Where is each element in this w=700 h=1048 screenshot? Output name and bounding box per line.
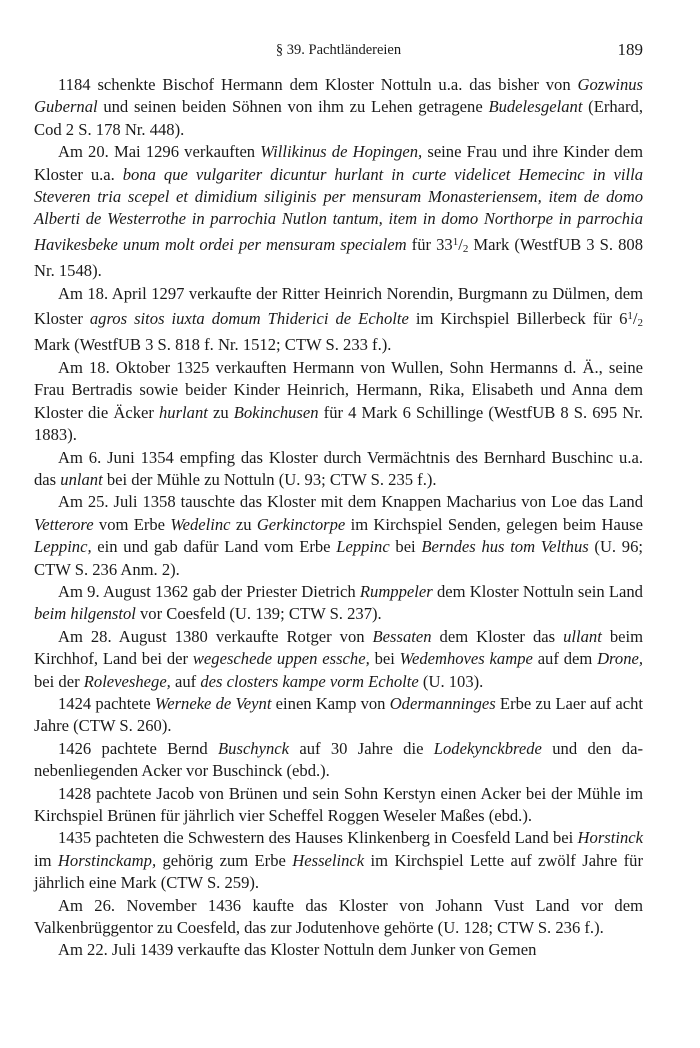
- paragraph: [34, 491, 643, 581]
- italic-term: Berndes hus tom Velthus: [421, 537, 589, 557]
- text-run: auf 30 Jahre die: [289, 738, 434, 758]
- text-run: dem Kloster das: [431, 626, 564, 646]
- paragraph: [34, 447, 643, 492]
- italic-term: Hesselinck: [292, 850, 365, 870]
- text-run: im: [34, 850, 58, 870]
- text-run: Mark (WestfUB 3 S. 808 Nr. 1548).: [34, 234, 643, 281]
- italic-term: Bokinchusen: [233, 402, 319, 422]
- text-run: auf: [170, 671, 201, 691]
- text-run: im Kirchspiel Senden, gelegen beim Hause: [345, 514, 643, 534]
- italic-term: Odermanninges: [389, 693, 496, 713]
- fraction-denominator: 2: [462, 242, 469, 255]
- text-run: und den danebenliegenden Acker vor Buschinck (ebd.).: [34, 738, 643, 781]
- italic-term: bona que vulgariter dicuntur hurlant in curte videlicet Hemecinc in villa Steveren tria scepel et dimidium siliginis per mensuram Monasteriensem, item de domo Alberti de Westerrothe in parrochia Nutlon tantum, item in domo Northorpe in parrochia Havikesbeke unum molt ordei per mensuram specialem: [34, 164, 643, 254]
- text-run: ein und gab dafür Land vom Erbe: [91, 537, 337, 557]
- italic-term: unlant: [60, 469, 103, 489]
- text-run: Am 26. November 1436 kaufte das Kloster von Johann Vust Land vor dem Valkenbrüggentor zu Coesfeld, das zur Jodutenhove gehörte (U. 128; CTW S. 236 f.).: [34, 895, 643, 938]
- italic-term: Wedelinc: [170, 514, 231, 534]
- text-run: Mark (WestfUB 3 S. 818 f. Nr. 1512; CTW S. 233 f.).: [34, 335, 392, 355]
- italic-term: Horstinck: [577, 828, 643, 848]
- italic-term: Roleveshege,: [83, 671, 171, 691]
- italic-term: Bessaten: [372, 626, 432, 646]
- text-run: 1426 pachtete Bernd: [58, 738, 219, 758]
- text-run: seine Frau und ihre Kinder dem Kloster u.a.: [34, 142, 643, 184]
- italic-term: Gozwinus Gubernal: [34, 75, 643, 117]
- paragraph: [34, 693, 643, 738]
- fraction-numerator: 1: [452, 235, 459, 248]
- paragraph: [34, 895, 643, 940]
- text-run: und seinen beiden Söhnen von ihm zu Lehen getragene: [97, 97, 489, 117]
- text-run: Am 22. Juli 1439 verkaufte das Kloster Nottuln dem Junker von Gemen: [58, 940, 537, 960]
- fraction-denominator: 2: [637, 317, 643, 330]
- text-run: 1424 pachtete: [58, 693, 155, 713]
- page-header: [34, 40, 643, 62]
- text-run: Am 28. August 1380 verkaufte Rotger von: [58, 626, 373, 646]
- italic-term: hurlant: [159, 402, 208, 422]
- text-run: vor Coesfeld (U. 139; CTW S. 237).: [135, 604, 382, 624]
- italic-term: des closters kampe vorm Echolte: [200, 671, 419, 691]
- text-run: 1435 pachteten die Schwestern des Hauses Klinkenberg in Coesfeld Land bei: [58, 828, 578, 848]
- italic-term: ullant: [563, 626, 602, 646]
- paragraph: [34, 827, 643, 894]
- paragraph: [34, 783, 643, 828]
- text-run: dem Kloster Nottuln sein Land: [432, 581, 643, 601]
- italic-term: Vetterore: [34, 514, 94, 534]
- italic-term: Leppinc: [336, 537, 390, 557]
- text-run: 1184 schenkte Bischof Hermann dem Kloster Nottuln u.a. das bisher von: [58, 75, 578, 94]
- paragraph: [34, 74, 643, 141]
- text-run: beim Kirchhof, Land bei der: [34, 626, 644, 669]
- page-number: 189: [617, 40, 643, 59]
- italic-term: Gerkinctorpe: [256, 514, 346, 534]
- text-run: Am 9. August 1362 gab der Priester Dietrich: [58, 581, 360, 601]
- paragraph: [34, 283, 643, 357]
- text-run: (Erhard, Cod 2 S. 178 Nr. 448).: [34, 97, 643, 139]
- italic-term: Drone,: [597, 649, 644, 669]
- text-run: im Kirchspiel Lette auf zwölf Jahre für jährlich eine Mark (CTW S. 259).: [34, 850, 643, 893]
- italic-term: Budelesgelant: [488, 97, 583, 117]
- text-run: auf dem: [532, 649, 598, 669]
- italic-term: Lodekynckbrede: [433, 738, 542, 758]
- paragraph: [34, 357, 643, 447]
- text-run: bei der: [34, 671, 84, 691]
- text-run: /: [458, 234, 463, 254]
- text-run: Am 20. Mai 1296 verkauften: [58, 142, 261, 162]
- text-run: vom Erbe: [93, 514, 171, 534]
- fraction-numerator: 1: [627, 310, 633, 323]
- italic-term: Rumppeler: [359, 581, 433, 601]
- text-run: Am 18. Oktober 1325 verkauften Hermann von Wullen, Sohn Hermanns d. Ä., seine Frau Bertradis sowie beider Kinder Heinrich, Hermann, Rika, Elisabeth und Anna dem Kloster die Äcker: [34, 357, 643, 422]
- paragraph: [34, 939, 643, 961]
- italic-term: Horstinckamp,: [57, 850, 157, 870]
- text-run: 1428 pachtete Jacob von Brünen und sein Sohn Kerstyn einen Acker bei der Mühle im Kirchspiel Brünen für jährlich vier Scheffel Roggen Weseler Maßes (ebd.).: [34, 783, 643, 825]
- body-text: [34, 74, 643, 962]
- text-run: für 4 Mark 6 Schillinge (WestfUB 8 S. 695 Nr. 1883).: [34, 402, 644, 445]
- italic-term: Leppinc,: [34, 537, 92, 557]
- text-run: (U. 103).: [418, 671, 484, 691]
- running-title: § 39. Pachtländereien: [275, 42, 402, 58]
- italic-term: Wedemhoves kampe: [399, 649, 533, 669]
- text-run: Am 18. April 1297 verkaufte der Ritter Heinrich Norendin, Burgmann zu Dülmen, dem Kloster: [34, 283, 643, 329]
- paragraph: [34, 581, 643, 626]
- italic-term: Willikinus de Hopingen,: [260, 142, 423, 162]
- text-run: zu: [207, 402, 234, 422]
- text-run: Am 25. Juli 1358 tauschte das Kloster mit dem Knappen Macharius von Loe das Land: [58, 492, 643, 512]
- text-run: bei der Mühle zu Nottuln (U. 93; CTW S. 235 f.).: [102, 469, 437, 489]
- text-run: bei: [369, 649, 400, 669]
- text-run: im Kirchspiel Billerbeck für 6: [408, 309, 628, 329]
- italic-term: beim hilgenstol: [34, 604, 136, 624]
- italic-term: Werneke de Veynt: [154, 693, 272, 713]
- text-run: Erbe zu Laer auf acht Jahre (CTW S. 260).: [34, 693, 644, 736]
- text-run: zu: [230, 514, 257, 534]
- italic-term: agros sitos iuxta domum Thiderici de Echolte: [89, 309, 409, 329]
- text-run: einen Kamp von: [271, 693, 390, 713]
- paragraph: [34, 738, 643, 783]
- paragraph: [34, 141, 643, 282]
- text-run: für 33: [406, 234, 453, 254]
- text-run: /: [632, 309, 638, 329]
- paragraph: [34, 626, 643, 693]
- italic-term: Buschynck: [218, 738, 289, 758]
- italic-term: wegeschede uppen essche,: [192, 649, 370, 669]
- text-run: gehörig zum Erbe: [156, 850, 293, 870]
- text-run: Am 6. Juni 1354 empfing das Kloster durch Vermächtnis des Bernhard Buschinc u.a. das: [34, 447, 643, 489]
- text-run: (U. 96; CTW S. 236 Anm. 2).: [34, 537, 643, 579]
- text-run: bei: [389, 537, 422, 557]
